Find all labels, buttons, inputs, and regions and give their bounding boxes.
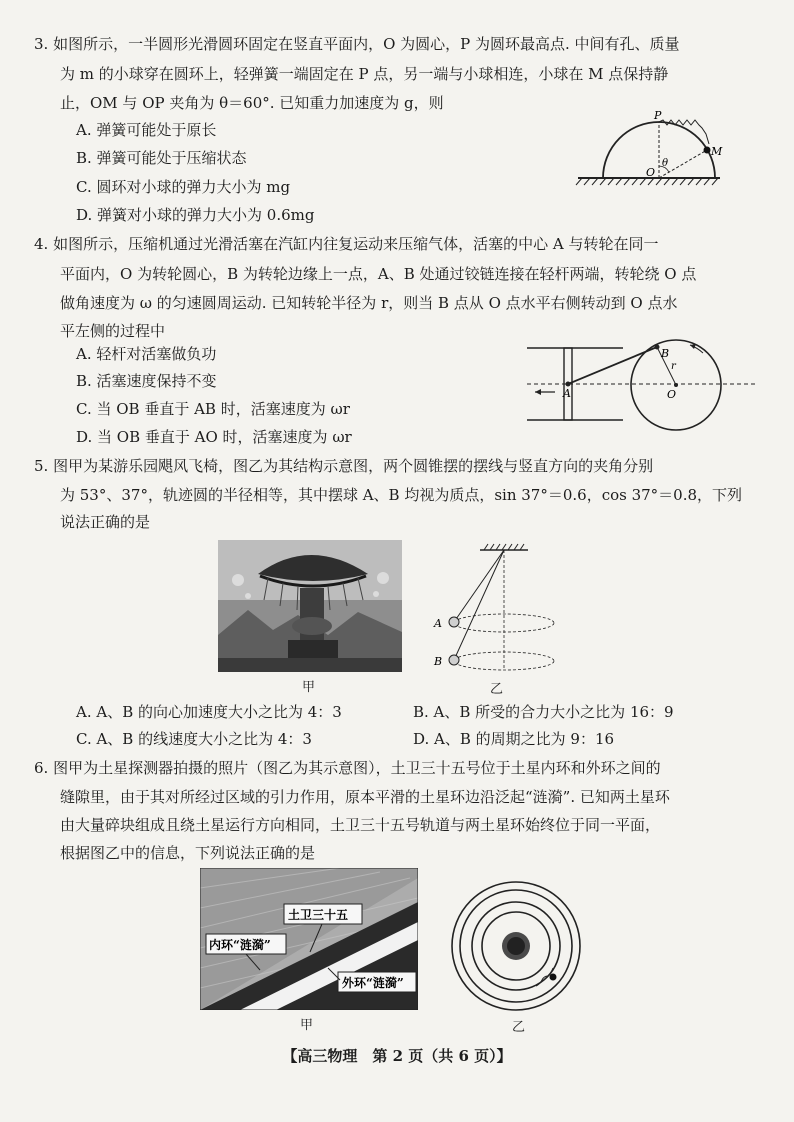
- q6-photo-saturn-rings: [200, 868, 418, 1010]
- q3-line-1: 3. 如图所示，一半圆形光滑圆环固定在竖直平面内，O 为圆心，P 为圆环最高点. 中间有孔、质量: [34, 35, 680, 53]
- q4-line-1: 4. 如图所示，压缩机通过光滑活塞在汽缸内往复运动来压缩气体，活塞的中心 A 与转轮在同一: [34, 235, 659, 253]
- q3-label-m: M: [711, 145, 723, 158]
- q5-caption-jia: 甲: [302, 680, 316, 695]
- q6-figure-ring-diagram: [448, 878, 584, 1014]
- q5-option-d: D. A、B 的周期之比为 9：16: [413, 730, 615, 748]
- q5-option-c: C. A、B 的线速度大小之比为 4：3: [76, 730, 312, 748]
- q6-label-moon: 土卫三十五: [288, 908, 349, 922]
- q4-option-d: D. 当 OB 垂直于 AO 时，活塞速度为 ωr: [76, 428, 352, 446]
- q5-caption-yi: 乙: [490, 682, 504, 697]
- q6-label-inner-ripple: 内环“涟漪”: [209, 938, 271, 952]
- q4-line-4: 平左侧的过程中: [60, 322, 166, 340]
- q4-option-a: A. 轻杆对活塞做负功: [76, 345, 217, 363]
- q3-option-c: C. 圆环对小球的弹力大小为 mg: [76, 178, 291, 196]
- q6-caption-yi: 乙: [512, 1020, 526, 1035]
- q6-caption-jia: 甲: [300, 1018, 314, 1033]
- q6-line-3: 由大量碎块组成且绕土星运行方向相同，土卫三十五号轨道与两土星环始终位于同一平面，: [60, 816, 661, 834]
- q3-figure-ring-spring: [570, 108, 740, 188]
- q4-label-r: r: [671, 361, 676, 372]
- q4-figure-compressor: [525, 335, 765, 435]
- q3-line-2: 为 m 的小球穿在圆环上，轻弹簧一端固定在 P 点，另一端与小球相连，小球在 M 点保持静: [60, 65, 669, 83]
- q5-line-2: 为 53°、37°，轨迹圆的半径相等，其中摆球 A、B 均视为质点，sin 37°＝0.6，cos 37°＝0.8，下列: [60, 486, 743, 504]
- q5-photo-swing-ride: [218, 540, 402, 672]
- q3-option-d: D. 弹簧对小球的弹力大小为 0.6mg: [76, 206, 315, 224]
- q3-line-3: 止，OM 与 OP 夹角为 θ＝60°. 已知重力加速度为 g，则: [60, 94, 444, 112]
- q5-line-1: 5. 图甲为某游乐园飓风飞椅，图乙为其结构示意图，两个圆锥摆的摆线与竖直方向的夹角分别: [34, 457, 654, 475]
- q6-line-1: 6. 图甲为土星探测器拍摄的照片（图乙为其示意图），土卫三十五号位于土星内环和外环之间的: [34, 759, 661, 777]
- page-footer: 【高三物理 第 2 页（共 6 页）】: [282, 1047, 512, 1065]
- q5-figure-conical-pendulums: [430, 540, 560, 675]
- q3-option-b: B. 弹簧可能处于压缩状态: [76, 149, 247, 167]
- q5-option-b: B. A、B 所受的合力大小之比为 16：9: [413, 703, 674, 721]
- q3-label-theta: θ: [662, 158, 669, 169]
- q4-label-a: A: [563, 387, 571, 400]
- q5-line-3: 说法正确的是: [60, 513, 151, 531]
- q6-label-outer-ripple: 外环“涟漪”: [342, 976, 404, 990]
- q4-line-2: 平面内，O 为转轮圆心，B 为转轮边缘上一点，A、B 处通过铰链连接在轻杆两端，转轮绕 O 点: [60, 265, 697, 283]
- q6-line-2: 缝隙里，由于其对所经过区域的引力作用，原本平滑的土星环边沿泛起“涟漪”. 已知两土星环: [60, 788, 670, 806]
- q5-label-a: A: [434, 617, 442, 630]
- q3-label-p: P: [654, 109, 662, 122]
- q3-label-o: O: [646, 166, 656, 179]
- q3-option-a: A. 弹簧可能处于原长: [76, 121, 217, 139]
- q4-label-o: O: [667, 388, 677, 401]
- q4-label-b: B: [661, 347, 670, 360]
- q5-label-b: B: [434, 655, 443, 668]
- q4-option-b: B. 活塞速度保持不变: [76, 372, 217, 390]
- q5-option-a: A. A、B 的向心加速度大小之比为 4：3: [76, 703, 342, 721]
- q4-option-c: C. 当 OB 垂直于 AB 时，活塞速度为 ωr: [76, 400, 350, 418]
- q6-line-4: 根据图乙中的信息，下列说法正确的是: [60, 844, 316, 862]
- q4-line-3: 做角速度为 ω 的匀速圆周运动. 已知转轮半径为 r，则当 B 点从 O 点水平右侧转动到 O 点水: [60, 294, 678, 312]
